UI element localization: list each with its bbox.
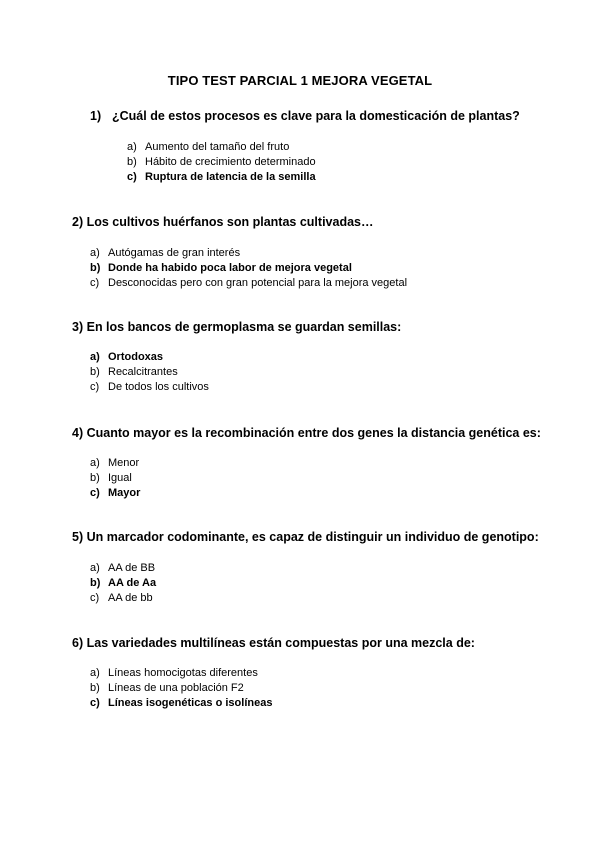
options-3 xyxy=(90,350,209,395)
option-text: Ruptura de latencia de la semilla xyxy=(145,171,316,183)
option-3c xyxy=(90,380,209,395)
question-5 xyxy=(72,530,539,544)
question-text: Un marcador codominante, es capaz de distinguir un individuo de genotipo: xyxy=(86,530,539,544)
option-2b xyxy=(90,261,407,276)
option-4c xyxy=(90,486,140,501)
option-5a xyxy=(90,561,156,576)
option-text: Donde ha habido poca labor de mejora vegetal xyxy=(108,262,352,274)
option-letter: b) xyxy=(90,366,100,378)
question-text: Las variedades multilíneas están compuestas por una mezcla de: xyxy=(86,636,475,650)
option-text: Mayor xyxy=(108,487,141,499)
question-text: En los bancos de germoplasma se guardan semillas: xyxy=(86,320,402,334)
question-2 xyxy=(72,215,373,229)
option-2a xyxy=(90,246,407,261)
option-letter: b) xyxy=(90,682,100,694)
options-2 xyxy=(90,246,407,291)
options-5 xyxy=(90,561,156,606)
option-1b xyxy=(127,155,316,170)
option-text: AA de BB xyxy=(108,562,156,574)
option-letter: b) xyxy=(127,156,137,168)
option-text: Ortodoxas xyxy=(108,351,164,363)
option-letter: b) xyxy=(90,262,101,274)
question-number: 5) xyxy=(72,530,84,544)
option-text: Hábito de crecimiento determinado xyxy=(145,156,316,168)
option-1c xyxy=(127,170,316,185)
question-6 xyxy=(72,636,475,650)
option-text: Líneas de una población F2 xyxy=(108,682,244,694)
option-6c xyxy=(90,696,272,711)
option-2c xyxy=(90,276,407,291)
option-text: Menor xyxy=(108,457,140,469)
option-letter: c) xyxy=(90,277,100,289)
option-letter: a) xyxy=(90,247,100,259)
options-1 xyxy=(127,140,316,185)
option-text: Autógamas de gran interés xyxy=(108,247,241,259)
option-3b xyxy=(90,365,209,380)
question-3 xyxy=(72,320,401,334)
option-text: Recalcitrantes xyxy=(108,366,178,378)
option-text: Líneas homocigotas diferentes xyxy=(108,667,258,679)
option-letter: b) xyxy=(90,472,100,484)
question-number: 6) xyxy=(72,636,84,650)
question-1 xyxy=(90,109,520,123)
question-text: ¿Cuál de estos procesos es clave para la domesticación de plantas? xyxy=(112,109,520,123)
question-text: Los cultivos huérfanos son plantas cultivadas… xyxy=(86,215,374,229)
question-4 xyxy=(72,426,541,440)
option-text: De todos los cultivos xyxy=(108,381,209,393)
option-letter: c) xyxy=(90,697,100,709)
question-number: 3) xyxy=(72,320,84,334)
question-text: Cuanto mayor es la recombinación entre dos genes la distancia genética es: xyxy=(86,426,541,440)
question-number: 4) xyxy=(72,426,84,440)
options-6 xyxy=(90,666,272,711)
option-letter: b) xyxy=(90,577,101,589)
option-text: AA de bb xyxy=(108,592,153,604)
option-letter: a) xyxy=(127,141,137,153)
question-number: 1) xyxy=(90,109,102,123)
option-letter: c) xyxy=(90,487,100,499)
page-title: TIPO TEST PARCIAL 1 MEJORA VEGETAL xyxy=(167,73,433,88)
option-text: Aumento del tamaño del fruto xyxy=(145,141,290,153)
option-letter: a) xyxy=(90,457,100,469)
question-number: 2) xyxy=(72,215,84,229)
option-text: Líneas isogenéticas o isolíneas xyxy=(108,697,273,709)
option-letter: a) xyxy=(90,351,100,363)
option-4b xyxy=(90,471,140,486)
options-4 xyxy=(90,456,140,501)
option-letter: c) xyxy=(127,171,137,183)
option-text: Igual xyxy=(108,472,132,484)
option-1a xyxy=(127,140,316,155)
option-4a xyxy=(90,456,140,471)
option-letter: a) xyxy=(90,667,100,679)
option-6a xyxy=(90,666,272,681)
option-3a xyxy=(90,350,209,365)
option-5c xyxy=(90,591,156,606)
option-letter: a) xyxy=(90,562,100,574)
option-text: AA de Aa xyxy=(108,577,157,589)
option-6b xyxy=(90,681,272,696)
option-5b xyxy=(90,576,156,591)
option-letter: c) xyxy=(90,381,100,393)
option-text: Desconocidas pero con gran potencial para la mejora vegetal xyxy=(108,277,408,289)
option-letter: c) xyxy=(90,592,100,604)
